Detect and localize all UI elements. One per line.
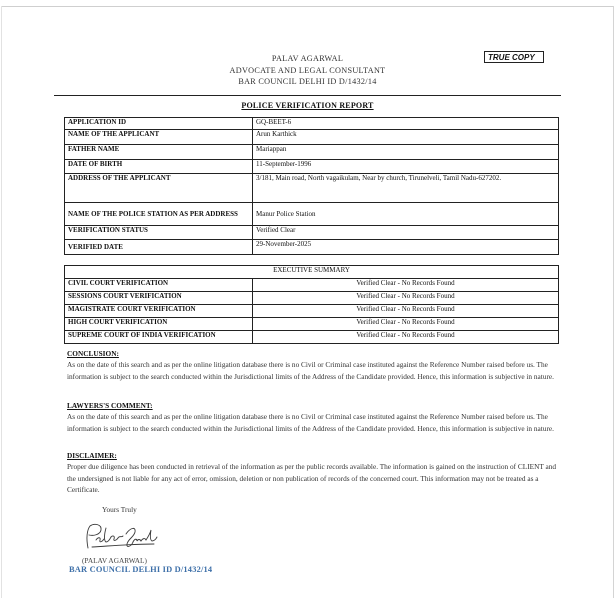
row-label: ADDRESS OF THE APPLICANT (65, 174, 253, 203)
row-value: Verified Clear - No Records Found (253, 292, 559, 305)
page-left-border (1, 6, 2, 598)
table-row (65, 318, 559, 331)
letterhead-bar-id: BAR COUNCIL DELHI ID D/1432/14 (238, 77, 377, 86)
closing-text: Yours Truly (102, 505, 137, 514)
page-top-border (1, 6, 614, 7)
row-label: APPLICATION ID (65, 118, 253, 130)
table-row (65, 226, 559, 240)
signer-bar-id: BAR COUNCIL DELHI ID D/1432/14 (69, 565, 213, 574)
row-value: Verified Clear - No Records Found (253, 305, 559, 318)
row-label: VERIFICATION STATUS (65, 226, 253, 240)
conclusion-heading: CONCLUSION: (67, 349, 119, 358)
row-value: 3/181, Main road, North vagaikulam, Near by church, Tirunelveli, Tamil Nadu-627202. (253, 174, 559, 203)
row-label: VERIFIED DATE (65, 240, 253, 255)
row-label: MAGISTRATE COURT VERIFICATION (65, 305, 253, 318)
summary-heading: EXECUTIVE SUMMARY (65, 266, 559, 279)
lawyers-comment-heading: LAWYERS'S COMMENT: (67, 401, 153, 410)
row-label: DATE OF BIRTH (65, 160, 253, 174)
letterhead-name: PALAV AGARWAL (271, 54, 344, 63)
executive-summary-table (64, 265, 559, 344)
disclaimer-text: Proper due diligence has been conducted in retrieval of the information as per the public records available. The information is gained on the instruction of CLIENT and the undersigned is not liable for any act of error, omission, deletion or non publication of records of the concerned court. This information may not be treated as a Certificate. (67, 462, 557, 494)
row-label: FATHER NAME (65, 145, 253, 160)
row-label: HIGH COURT VERIFICATION (65, 318, 253, 331)
table-row (65, 331, 559, 344)
row-value: Verified Clear - No Records Found (253, 279, 559, 292)
table-row (65, 174, 559, 203)
table-row (65, 305, 559, 318)
letterhead-designation: ADVOCATE AND LEGAL CONSULTANT (229, 66, 386, 75)
row-value: Verified Clear - No Records Found (253, 331, 559, 344)
signature-image (80, 520, 160, 554)
disclaimer-heading: DISCLAIMER: (67, 451, 117, 460)
row-value: Verified Clear (253, 226, 559, 240)
row-label: CIVIL COURT VERIFICATION (65, 279, 253, 292)
conclusion-section (67, 349, 559, 382)
row-label: SESSIONS COURT VERIFICATION (65, 292, 253, 305)
row-value: 11-September-1996 (253, 160, 559, 174)
table-row (65, 279, 559, 292)
disclaimer-section (67, 451, 559, 496)
row-value: 29-November-2025 (253, 240, 559, 255)
row-value: Manur Police Station (253, 203, 559, 226)
true-copy-stamp: TRUE COPY (484, 51, 544, 63)
applicant-details-table (64, 117, 559, 255)
row-value: GQ-BEET-6 (253, 118, 559, 130)
row-label: SUPREME COURT OF INDIA VERIFICATION (65, 331, 253, 344)
row-value: Arun Karthick (253, 130, 559, 145)
conclusion-text: As on the date of this search and as per the online litigation database there is no Civil or Criminal case instituted against the Reference Number raised before us. The information is subject to the search conducted within the Jurisdictional limits of the Address of the Candidate provided. Hence, this information is subjective in nature. (67, 360, 554, 381)
table-row (65, 130, 559, 145)
page-right-border (613, 6, 614, 598)
lawyers-comment-section (67, 401, 559, 434)
table-row (65, 240, 559, 255)
lawyers-comment-text: As on the date of this search and as per the online litigation database there is no Civil or Criminal case instituted against the Reference Number raised before us. The information is subject to the search conducted within the Jurisdictional limits of the Address of the Candidate provided. Hence, this information is subjective in nature. (67, 412, 554, 433)
signer-name: (PALAV AGARWAL) (82, 556, 147, 565)
table-row (65, 266, 559, 279)
row-label: NAME OF THE APPLICANT (65, 130, 253, 145)
row-value: Verified Clear - No Records Found (253, 318, 559, 331)
row-label: NAME OF THE POLICE STATION AS PER ADDRESS (65, 203, 253, 226)
row-value: Mariappan (253, 145, 559, 160)
table-row (65, 118, 559, 130)
table-row (65, 160, 559, 174)
table-row (65, 292, 559, 305)
header-rule (54, 95, 561, 96)
report-title: POLICE VERIFICATION REPORT (241, 101, 374, 110)
table-row (65, 203, 559, 226)
table-row (65, 145, 559, 160)
